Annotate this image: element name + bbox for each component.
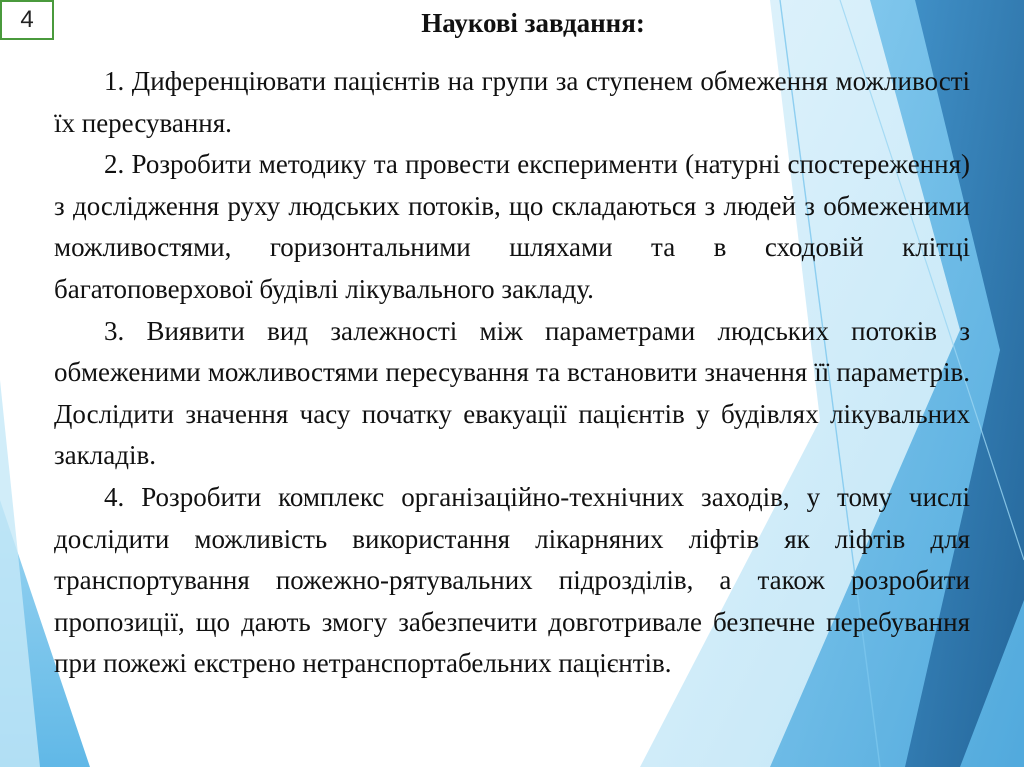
slide-title: Наукові завдання: (421, 8, 645, 38)
slide-number: 4 (0, 0, 54, 40)
task-list (54, 61, 970, 685)
task-item-2: 2. Розробити методику та провести експерименти (натурні спостереження) з дослідження руху людських потоків, що складаються з людей з обмеженими можливостями, горизонтальними шляхами та в сходовій клітці багатоповерхової будівлі лікувального закладу. (54, 149, 970, 304)
task-item-1: 1. Диференціювати пацієнтів на групи за ступенем обмеження можливості їх пересування. (54, 66, 970, 138)
task-item-3: 3. Виявити вид залежності між параметрами людських потоків з обмеженими можливостями пересування та встановити значення її параметрів. Дослідити значення часу початку евакуації пацієнтів у будівлях лікувальних закладів. (54, 315, 970, 471)
bg-shape-left-light (0, 380, 40, 767)
task-item-4: 4. Розробити комплекс організаційно-технічних заходів, у тому числі дослідити можливість використання лікарняних ліфтів як ліфтів для транспортування пожежно-рятувальних підрозділів, а також розробити пропозиції, що дають змогу забезпечити довготривале безпечне перебування при пожежі екстрено нетранспортабельних пацієнтів. (54, 481, 970, 679)
